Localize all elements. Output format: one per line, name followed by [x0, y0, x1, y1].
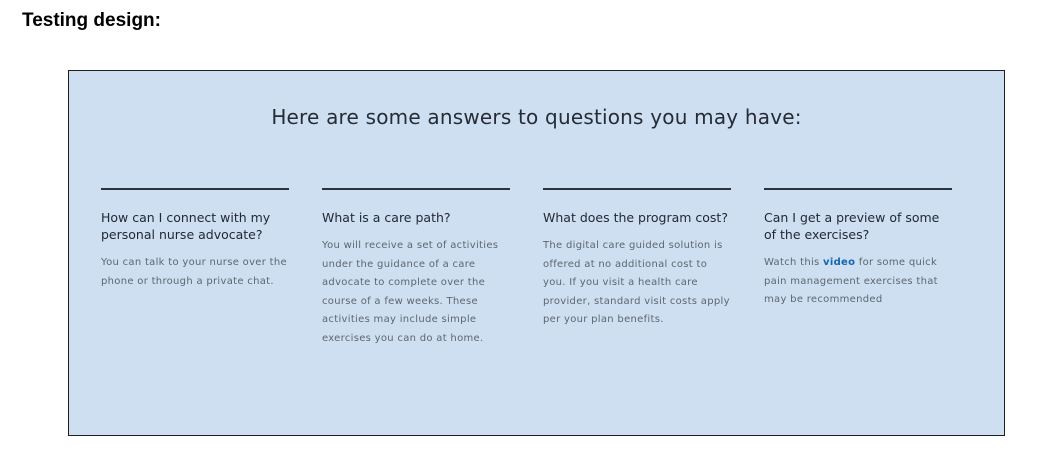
faq-title: Here are some answers to questions you may have: — [271, 105, 802, 129]
faq-question: What does the program cost? — [543, 210, 728, 225]
faq-question: How can I connect with my personal nurse advocate? — [101, 210, 271, 242]
faq-answer: You will receive a set of activities under the guidance of a care advocate to complete over the course of a few weeks. These activities may include simple exercises you can do at home. — [322, 240, 499, 344]
faq-answer: You can talk to your nurse over the phone or through a private chat. — [101, 257, 287, 287]
faq-item-care-path — [322, 188, 510, 348]
faq-answer-suffix: for some quick pain management exercises that may be recommended — [764, 257, 938, 305]
faq-item-exercise-preview — [764, 188, 952, 348]
faq-item-program-cost — [543, 188, 731, 348]
video-link[interactable]: video — [823, 257, 856, 268]
divider — [543, 188, 731, 190]
faq-question: What is a care path? — [322, 210, 451, 225]
faq-answer: The digital care guided solution is offered at no additional cost to you. If you visit a health care provider, standard visit costs apply per your plan benefits. — [543, 240, 730, 325]
divider — [764, 188, 952, 190]
faq-columns — [101, 188, 961, 348]
faq-answer-prefix: Watch this — [764, 257, 824, 268]
document-heading: Testing design: — [22, 10, 161, 31]
faq-question: Can I get a preview of some of the exercises? — [764, 210, 940, 242]
divider — [101, 188, 289, 190]
faq-panel — [68, 70, 1005, 436]
divider — [322, 188, 510, 190]
faq-answer — [764, 254, 952, 310]
faq-item-nurse-advocate — [101, 188, 289, 348]
